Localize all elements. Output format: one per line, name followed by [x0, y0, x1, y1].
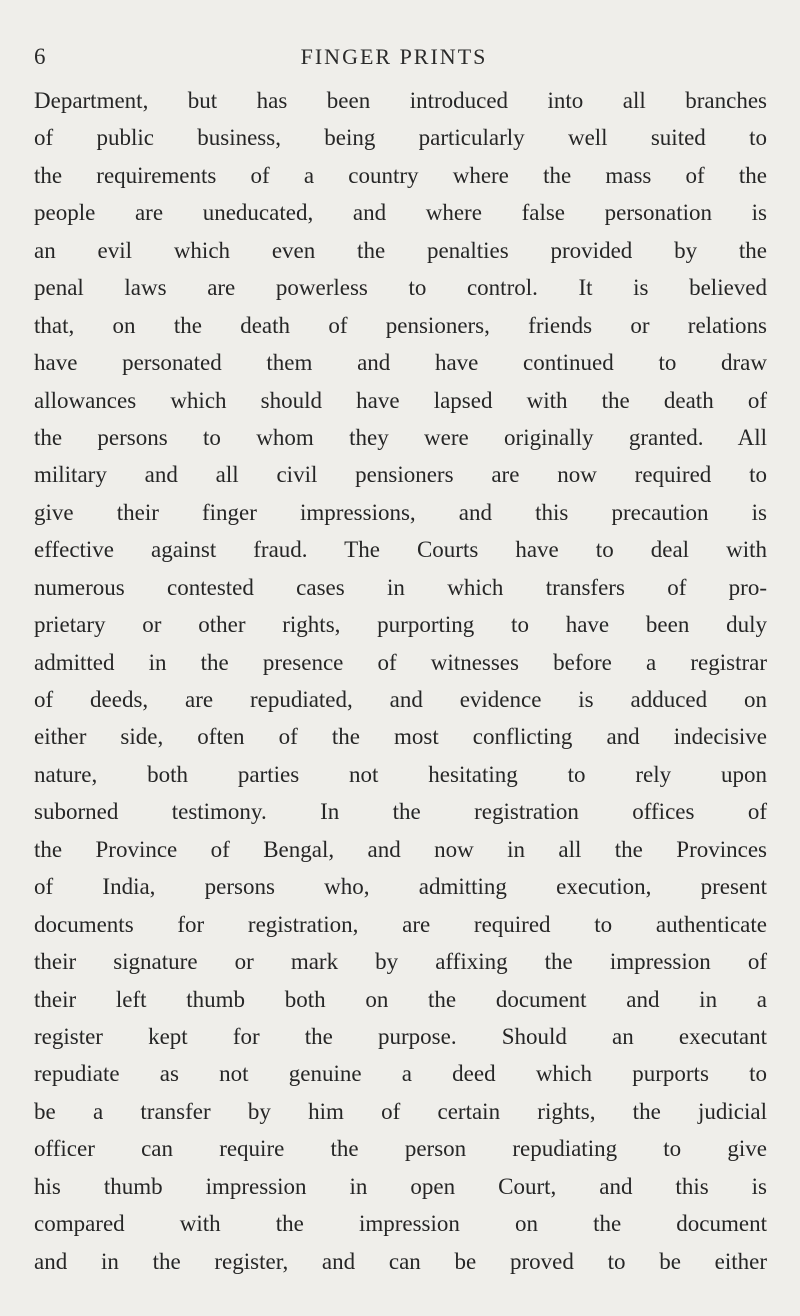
text-line: penal laws are powerless to control. It is believed — [34, 275, 767, 301]
text-line: either side, often of the most conflicting and indecisive — [34, 724, 767, 750]
running-head: FINGER PRINTS — [300, 44, 488, 69]
page-header — [34, 44, 754, 84]
page-number: 6 — [34, 44, 47, 69]
text-line: his thumb impression in open Court, and this is — [34, 1173, 767, 1199]
text-line: of public business, being particularly well suited to — [34, 125, 767, 151]
text-line: effective against fraud. The Courts have to deal with — [34, 537, 767, 563]
text-line: people are uneducated, and where false personation is — [34, 200, 767, 226]
text-line: repudiate as not genuine a deed which purports to — [34, 1061, 767, 1087]
text-line: nature, both parties not hesitating to rely upon — [34, 761, 767, 787]
text-line: of India, persons who, admitting execution, present — [34, 874, 767, 900]
text-line: officer can require the person repudiating to give — [34, 1136, 767, 1162]
text-line: numerous contested cases in which transfers of pro- — [34, 574, 767, 600]
text-line: the Province of Bengal, and now in all the Provinces — [34, 836, 767, 862]
text-line: give their finger impressions, and this precaution is — [34, 499, 767, 525]
text-line: suborned testimony. In the registration offices of — [34, 799, 767, 825]
text-line: and in the register, and can be proved to be either — [34, 1248, 767, 1274]
text-line: an evil which even the penalties provided by the — [34, 237, 767, 263]
text-line: register kept for the purpose. Should an executant — [34, 1023, 767, 1049]
text-line: that, on the death of pensioners, friends or relations — [34, 312, 767, 338]
text-line: be a transfer by him of certain rights, the judicial — [34, 1098, 767, 1124]
body-paragraph — [34, 82, 767, 1280]
text-line: compared with the impression on the document — [34, 1211, 767, 1237]
text-line: prietary or other rights, purporting to have been duly — [34, 612, 767, 638]
text-line: Department, but has been introduced into all branches — [34, 88, 767, 113]
text-line: military and all civil pensioners are now required to — [34, 462, 767, 488]
text-line: the requirements of a country where the mass of the — [34, 162, 767, 188]
text-line: the persons to whom they were originally granted. All — [34, 424, 767, 450]
text-line: of deeds, are repudiated, and evidence is adduced on — [34, 687, 767, 712]
text-line: documents for registration, are required to authenticate — [34, 911, 767, 937]
text-line: have personated them and have continued to draw — [34, 350, 767, 376]
text-line: their signature or mark by affixing the impression of — [34, 949, 767, 975]
text-line: their left thumb both on the document and in a — [34, 986, 767, 1012]
text-line: allowances which should have lapsed with the death of — [34, 387, 767, 413]
text-line: admitted in the presence of witnesses before a registrar — [34, 649, 767, 675]
